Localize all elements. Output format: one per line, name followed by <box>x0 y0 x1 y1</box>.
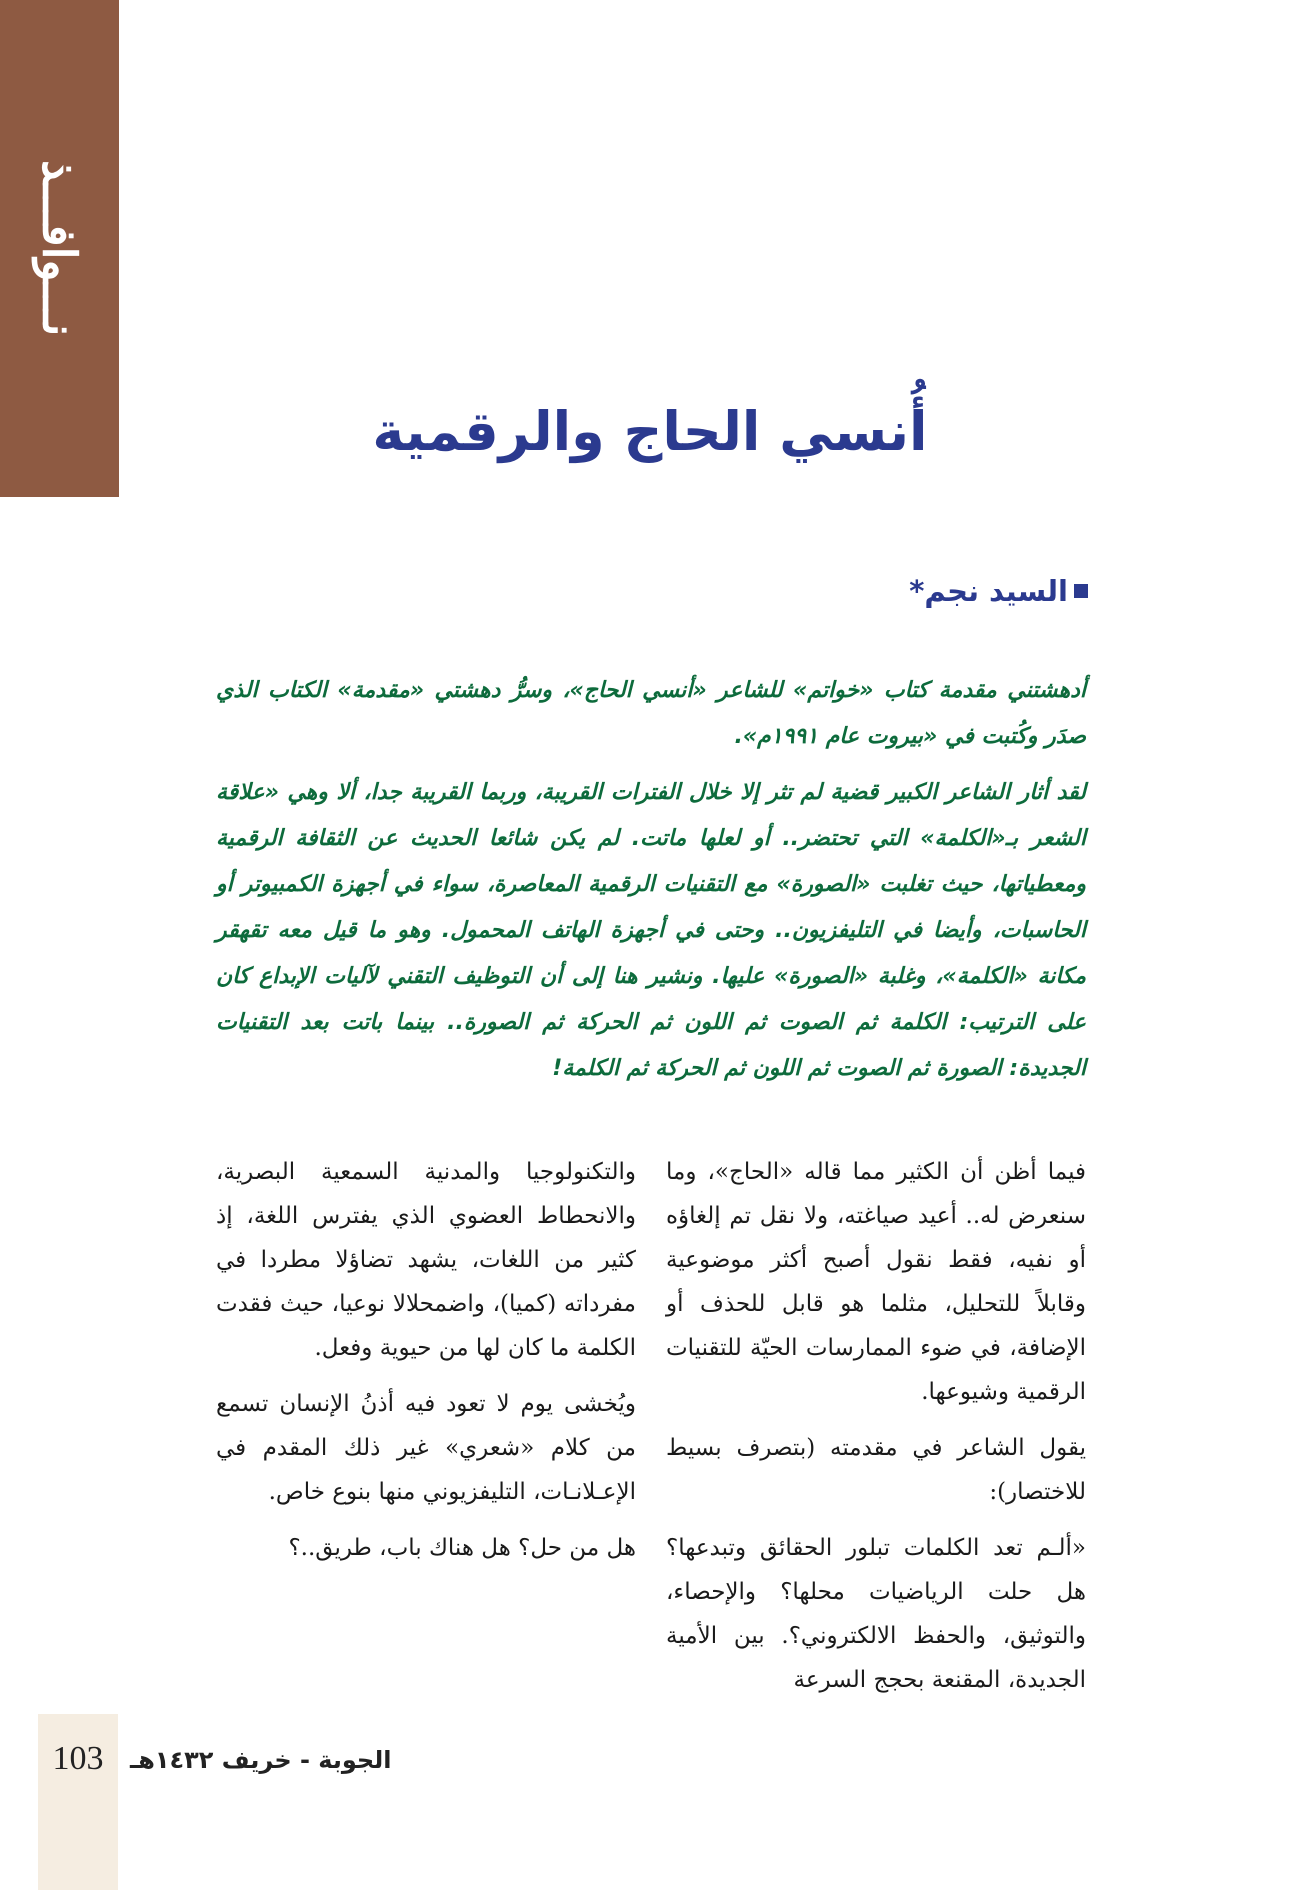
intro-paragraph: أدهشتني مقدمة كتاب «خواتم» للشاعر «أنسي الحاج»، وسرُّ دهشتي «مقدمة» الكتاب الذي صدَر وكُتبت في «بيروت عام ١٩٩١م». <box>216 678 1086 749</box>
article-intro <box>216 668 1086 1092</box>
body-column-left <box>216 1150 636 1582</box>
body-paragraph: هل من حل؟ هل هناك باب، طريق..؟ <box>288 1535 636 1561</box>
square-bullet-icon <box>1074 584 1088 598</box>
article-title: أُنسي الحاج والرقمية <box>372 400 928 463</box>
page-number: 103 <box>52 1740 104 1777</box>
footer-publication: الجوبة - خريف ١٤٣٢هـ <box>130 1746 392 1774</box>
body-paragraph: يقول الشاعر في مقدمته (بتصرف بسيط للاختصار): <box>666 1435 1086 1505</box>
author-line <box>909 574 1088 608</box>
body-paragraph: ويُخشى يوم لا تعود فيه أذنُ الإنسان تسمع من كلام «شعري» غير ذلك المقدم في الإعـلانـات، التليفزيوني منها بنوع خاص. <box>216 1391 636 1505</box>
author-name: السيد نجم* <box>909 574 1068 608</box>
body-column-right <box>666 1150 1086 1714</box>
body-paragraph: فيما أظن أن الكثير مما قاله «الحاج»، وما سنعرض له.. أعيد صياغته، ولا نقل تم إلغاؤه أو نفيه، فقط نقول أصبح أكثر موضوعية وقابلاً للتحليل، مثلما هو قابل للحذف أو الإضافة، في ضوء الممارسات الحيّة للتقنيات الرقمية وشيوعها. <box>666 1159 1086 1405</box>
intro-paragraph: لقد أثار الشاعر الكبير قضية لم تثر إلا خلال الفترات القريبة، وربما القريبة جدا، ألا وهي «علاقة الشعر بـ«الكلمة» التي تحتضر.. أو لعلها ماتت. لم يكن شائعا الحديث عن الثقافة الرقمية ومعطياتها، حيث تغلبت «الصورة» مع التقنيات الرقمية المعاصرة، سواء في أجهزة الكمبيوتر أو الحاسبات، وأيضا في التليفزيون.. وحتى في أجهزة الهاتف المحمول. وهو ما قيل معه تقهقر مكانة «الكلمة»، وغلبة «الصورة» عليها. ونشير هنا إلى أن التوظيف التقني لآليات الإبداع كان على الترتيب: الكلمة ثم الصوت ثم اللون ثم الحركة ثم الصورة.. بينما باتت بعد التقنيات الجديدة: الصورة ثم الصوت ثم اللون ثم الحركة ثم الكلمة! <box>216 780 1086 1081</box>
body-paragraph: والتكنولوجيا والمدنية السمعية البصرية، والانحطاط العضوي الذي يفترس اللغة، إذ كثير من اللغات، يشهد تضاؤلا مطردا في مفرداته (كميا)، واضمحلالا نوعيا، حيث فقدت الكلمة ما كان لها من حيوية وفعل. <box>216 1159 636 1361</box>
body-paragraph: «ألـم تعد الكلمات تبلور الحقائق وتبدعها؟ هل حلت الرياضيات محلها؟ والإحصاء، والتوثيق، والحفظ الالكتروني؟. بين الأمية الجديدة، المقنعة بحجج السرعة <box>666 1535 1086 1693</box>
section-tab <box>0 0 119 497</box>
section-tab-label: نـــوافـــذ <box>32 160 87 337</box>
